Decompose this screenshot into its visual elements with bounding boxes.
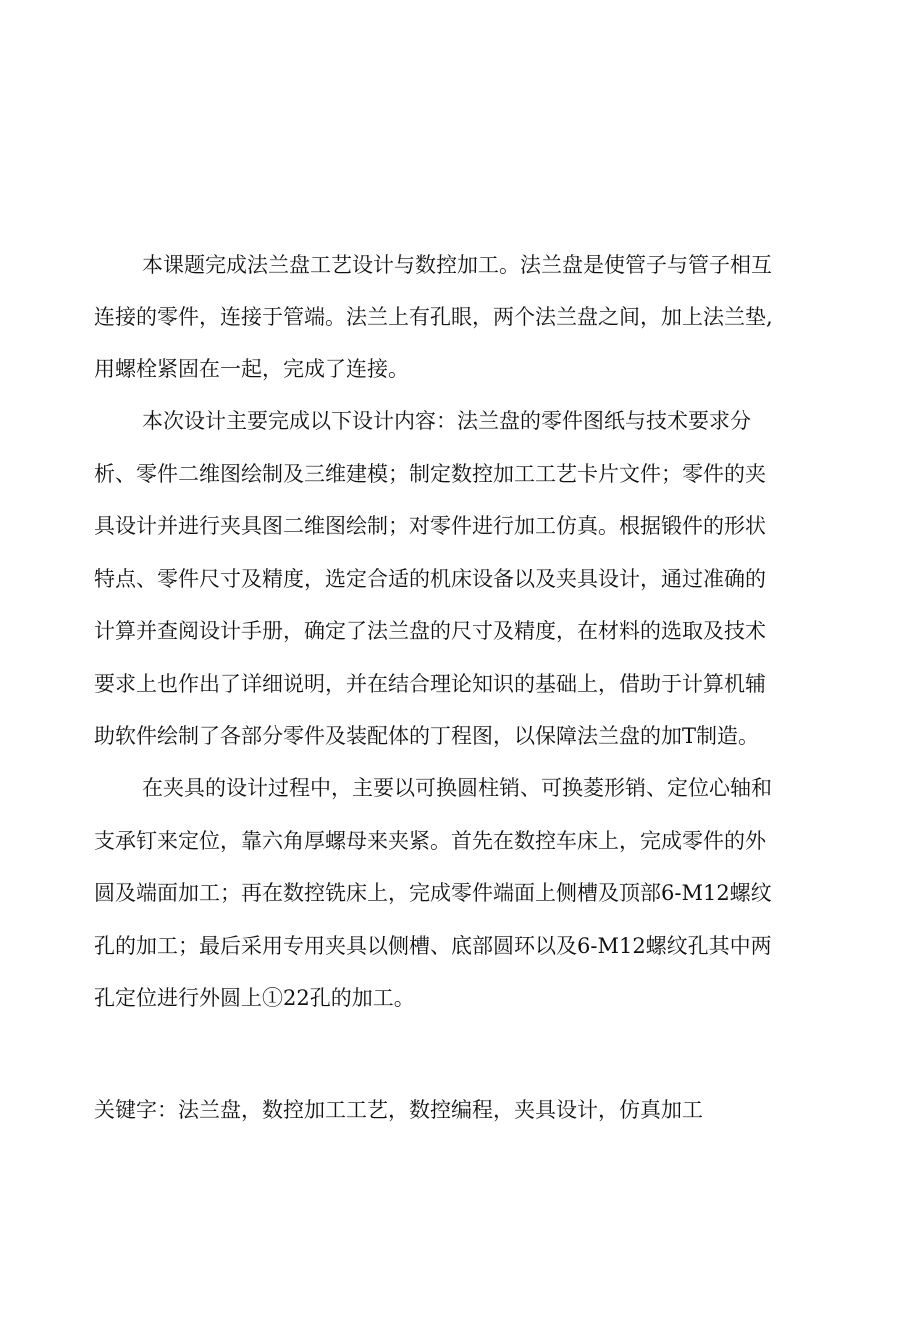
paragraph-line: 孔的加工；最后采用专用夹具以侧槽、底部圆环以及6-M12螺纹孔其中两 bbox=[94, 934, 772, 958]
paragraph-line: 支承钉来定位，靠六角厚螺母来夹紧。首先在数控车床上，完成零件的外 bbox=[94, 829, 766, 853]
paragraph-line: 析、零件二维图绘制及三维建模；制定数控加工工艺卡片文件；零件的夹 bbox=[94, 462, 766, 486]
paragraph-line: 本次设计主要完成以下设计内容：法兰盘的零件图纸与技术要求分 bbox=[142, 409, 751, 433]
paragraph-line: 在夹具的设计过程中，主要以可换圆柱销、可换菱形销、定位心轴和 bbox=[142, 776, 772, 800]
paragraph-line: 本课题完成法兰盘工艺设计与数控加工。法兰盘是使管子与管子相互 bbox=[142, 253, 772, 277]
paragraph-line: 要求上也作出了详细说明，并在结合理论知识的基础上，借助于计算机辅 bbox=[94, 672, 766, 696]
paragraph-line: 用螺栓紧固在一起，完成了连接。 bbox=[94, 357, 409, 381]
paragraph-line: 孔定位进行外圆上①22孔的加工。 bbox=[94, 986, 415, 1010]
paragraph-line: 助软件绘制了各部分零件及装配体的丁程图，以保障法兰盘的加T制造。 bbox=[94, 724, 760, 748]
paragraph-line: 圆及端面加工；再在数控铣床上，完成零件端面上侧槽及顶部6-M12螺纹 bbox=[94, 881, 772, 905]
paragraph-line: 连接的零件，连接于管端。法兰上有孔眼，两个法兰盘之间，加上法兰垫, bbox=[94, 305, 773, 329]
keywords-line: 关键字：法兰盘，数控加工工艺，数控编程，夹具设计，仿真加工 bbox=[94, 1098, 703, 1122]
paragraph-line: 特点、零件尺寸及精度，选定合适的机床设备以及夹具设计，通过准确的 bbox=[94, 567, 766, 591]
paragraph-line: 计算并查阅设计手册，确定了法兰盘的尺寸及精度，在材料的选取及技术 bbox=[94, 619, 766, 643]
paragraph-line: 具设计并进行夹具图二维图绘制；对零件进行加工仿真。根据锻件的形状 bbox=[94, 514, 766, 538]
